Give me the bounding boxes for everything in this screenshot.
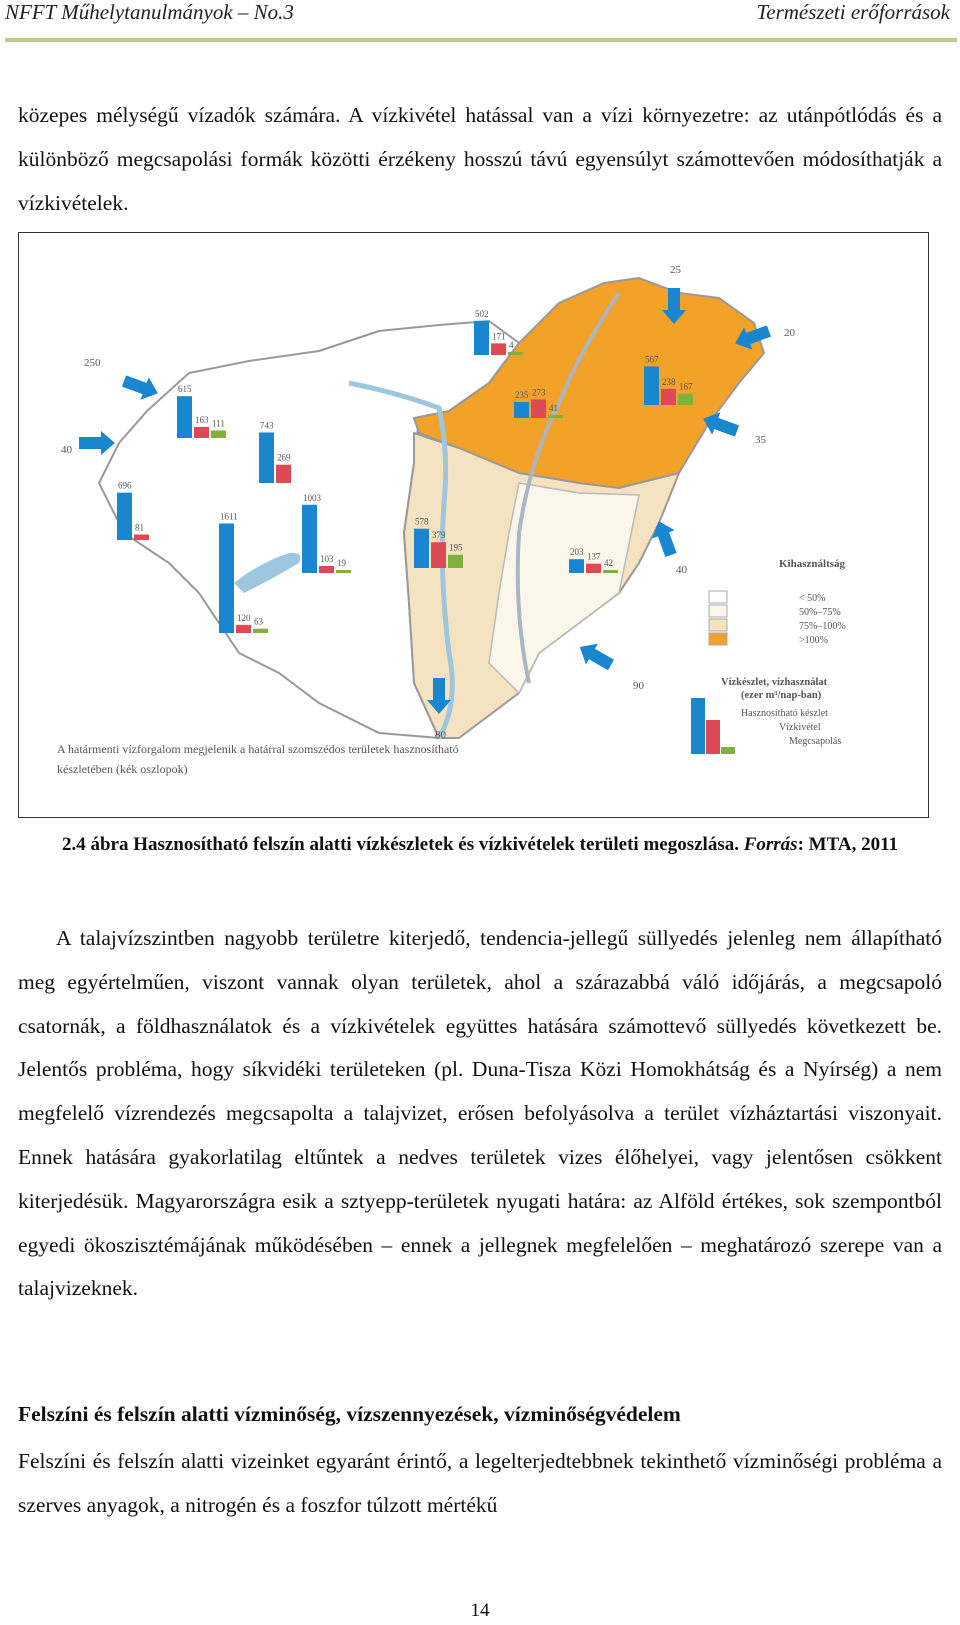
flow-value-label: 90 <box>633 680 644 692</box>
withdrawal-bar <box>491 343 506 355</box>
legend-item-lt50: < 50% <box>799 593 826 604</box>
border-flow-arrow <box>574 637 645 692</box>
available-resource-bar <box>219 523 234 633</box>
legend-bar-blue <box>691 698 705 754</box>
legend-item-50-75: 50%–75% <box>799 607 841 618</box>
bar-value-label: 269 <box>277 452 291 463</box>
flow-value-label: 40 <box>61 444 72 456</box>
withdrawal-bar <box>236 625 251 633</box>
map-regions <box>99 278 764 738</box>
legend-swatch-lt50 <box>709 591 727 603</box>
bar-value-label: 163 <box>195 414 209 425</box>
legend-swatch-75-100 <box>709 619 727 631</box>
legend-series-2: Vízkivétel <box>779 722 821 733</box>
available-resource-bar <box>117 493 132 540</box>
flow-value-label: 25 <box>670 264 681 276</box>
withdrawal-bar <box>661 389 676 405</box>
figure-caption <box>18 832 942 858</box>
hungary-water-map <box>19 233 928 817</box>
legend-bar-green <box>721 747 735 754</box>
drainage-bar <box>548 415 563 418</box>
figure-note-line2: készletében (kék oszlopok) <box>57 762 188 776</box>
withdrawal-bar <box>194 427 209 438</box>
caption-source-label: Forrás <box>743 834 798 855</box>
legend-series-1: Hasznosítható készlet <box>741 708 828 719</box>
legend-bar-red <box>706 720 720 754</box>
bar-value-label: 1611 <box>220 511 238 522</box>
bar-value-label: 615 <box>178 384 192 395</box>
section-heading: Felszíni és felszín alatti vízminőség, vízszennyezések, vízminőségvédelem <box>18 1402 681 1426</box>
legend-swatch-50-75 <box>709 605 727 617</box>
intro-paragraph: közepes mélységű vízadók számára. A vízkivétel hatással van a vízi környezetre: az utánpótlódás és a különböző megcsapolási formák közötti érzékeny hosszú távú egyensúlyt számottevően módosíthatják a vízkivételek. <box>18 103 942 215</box>
drainage-bar <box>211 430 226 438</box>
available-resource-bar <box>177 396 192 438</box>
bar-value-label: 502 <box>475 308 489 319</box>
drainage-bar <box>603 570 618 573</box>
page-header <box>0 0 960 30</box>
bar-value-label: 120 <box>237 612 251 623</box>
flow-value-label: 20 <box>784 327 795 339</box>
header-chapter-title: Természeti erőforrások <box>756 0 950 24</box>
available-resource-bar <box>514 402 529 418</box>
header-divider <box>5 38 957 42</box>
available-resource-bar <box>259 432 274 483</box>
bar-value-label: 238 <box>662 376 676 387</box>
body-paragraph: A talajvízszintben nagyobb területre kiterjedő, tendencia-jellegű süllyedés jelenleg nem állapítható meg egyértelműen, viszont vannak olyan területek, ahol a szárazabbá váló időjárás, a megcsapoló csatornák, a földhasználatok és a vízkivételek együttes hatására számottevő süllyedés következett be. Jelentős probléma, hogy síkvidéki területeken (pl. Duna-Tisza Közi Homokhátság és a Nyírség) a nem megfelelő vízrendezés megcsapolta a talajvizet, erősen befolyásolva a terület vízháztartási viszonyait. Ennek hatására gyakorlatilag eltűntek a nedves területek vizes élőhelyei, vagy jelentősen csökkent kiterjedésük. Magyarországra esik a sztyepp-területek nyugati határa: az Alföld értékes, sok szempontból egyedi ökoszisztémájának működésében – ennek a jellegnek megfelelően – meghatározó szerepe van a talajvizeknek. <box>18 926 942 1301</box>
legend-series-3: Megcsapolás <box>789 736 842 747</box>
bar-value-label: 195 <box>449 542 463 553</box>
available-resource-bar <box>569 559 584 573</box>
bar-value-label: 1003 <box>303 492 321 503</box>
flow-arrow-shape <box>120 370 162 405</box>
bar-value-label: 81 <box>135 522 144 533</box>
bar-value-label: 167 <box>679 381 693 392</box>
bar-value-label: 203 <box>570 547 584 558</box>
bar-value-label: 103 <box>320 553 334 564</box>
bar-value-label: 111 <box>212 418 225 429</box>
map-legend <box>691 558 846 754</box>
header-series-title: NFFT Műhelytanulmányok – No.3 <box>5 0 294 24</box>
withdrawal-bar <box>319 566 334 573</box>
legend-item-75-100: 75%–100% <box>799 621 846 632</box>
bar-value-label: 19 <box>337 558 346 568</box>
bar-value-label: 137 <box>587 551 601 562</box>
drainage-bar <box>678 394 693 405</box>
drainage-bar <box>448 555 463 568</box>
bar-value-label: 696 <box>118 480 132 491</box>
bar-value-label: 235 <box>515 390 529 401</box>
page-number: 14 <box>470 1600 490 1621</box>
figure-note-line1: A határmenti vízforgalom megjelenik a határral szomszédos területek hasznosítható <box>57 742 459 756</box>
withdrawal-bar <box>531 399 546 418</box>
legend-item-gt100: >100% <box>799 635 828 646</box>
flow-arrow-shape <box>79 431 115 455</box>
border-flow-arrow <box>84 357 162 405</box>
bar-value-label: 567 <box>645 354 659 365</box>
figure-map <box>18 232 929 818</box>
bar-value-label: 743 <box>260 420 274 431</box>
flow-value-label: 40 <box>676 564 687 576</box>
bar-value-label: 41 <box>549 403 558 413</box>
bar-value-label: 379 <box>432 530 446 541</box>
drainage-bar <box>336 570 351 573</box>
border-flow-arrow <box>61 431 115 456</box>
bar-value-label: 42 <box>604 558 613 568</box>
withdrawal-bar <box>431 542 446 568</box>
available-resource-bar <box>414 529 429 568</box>
bar-value-label: 63 <box>254 616 263 627</box>
available-resource-bar <box>474 321 489 355</box>
drainage-bar <box>253 629 268 633</box>
bar-value-label: 4 <box>509 340 514 350</box>
bar-value-label: 578 <box>415 516 429 527</box>
drainage-bar <box>508 352 523 355</box>
caption-source: : MTA, 2011 <box>797 834 899 855</box>
caption-main: 2.4 ábra Hasznosítható felszín alatti vízkészletek és vízkivételek területi megoszlása. <box>61 834 744 855</box>
available-resource-bar <box>302 505 317 573</box>
legend-title: Kihasználtság <box>779 558 846 570</box>
legend-series-title-2: (ezer m³/nap-ban) <box>741 690 822 701</box>
legend-swatch-gt100 <box>709 633 727 645</box>
flow-arrow-shape <box>574 637 617 676</box>
withdrawal-bar <box>586 564 601 573</box>
flow-value-label: 80 <box>435 729 446 741</box>
section-paragraph: Felszíni és felszín alatti vizeinket egyaránt érintő, a legelterjedtebbnek tekinthető vízminőségi probléma a szerves anyagok, a nitrogén és a foszfor túlzott mértékű <box>18 1449 942 1517</box>
bar-value-label: 171 <box>492 331 506 342</box>
available-resource-bar <box>644 366 659 405</box>
legend-series-title-1: Vízkészlet, vízhasználat <box>721 677 828 688</box>
flow-value-label: 35 <box>755 434 766 446</box>
flow-value-label: 250 <box>84 357 101 369</box>
withdrawal-bar <box>276 465 291 483</box>
bar-value-label: 273 <box>532 387 546 398</box>
withdrawal-bar <box>134 534 149 540</box>
